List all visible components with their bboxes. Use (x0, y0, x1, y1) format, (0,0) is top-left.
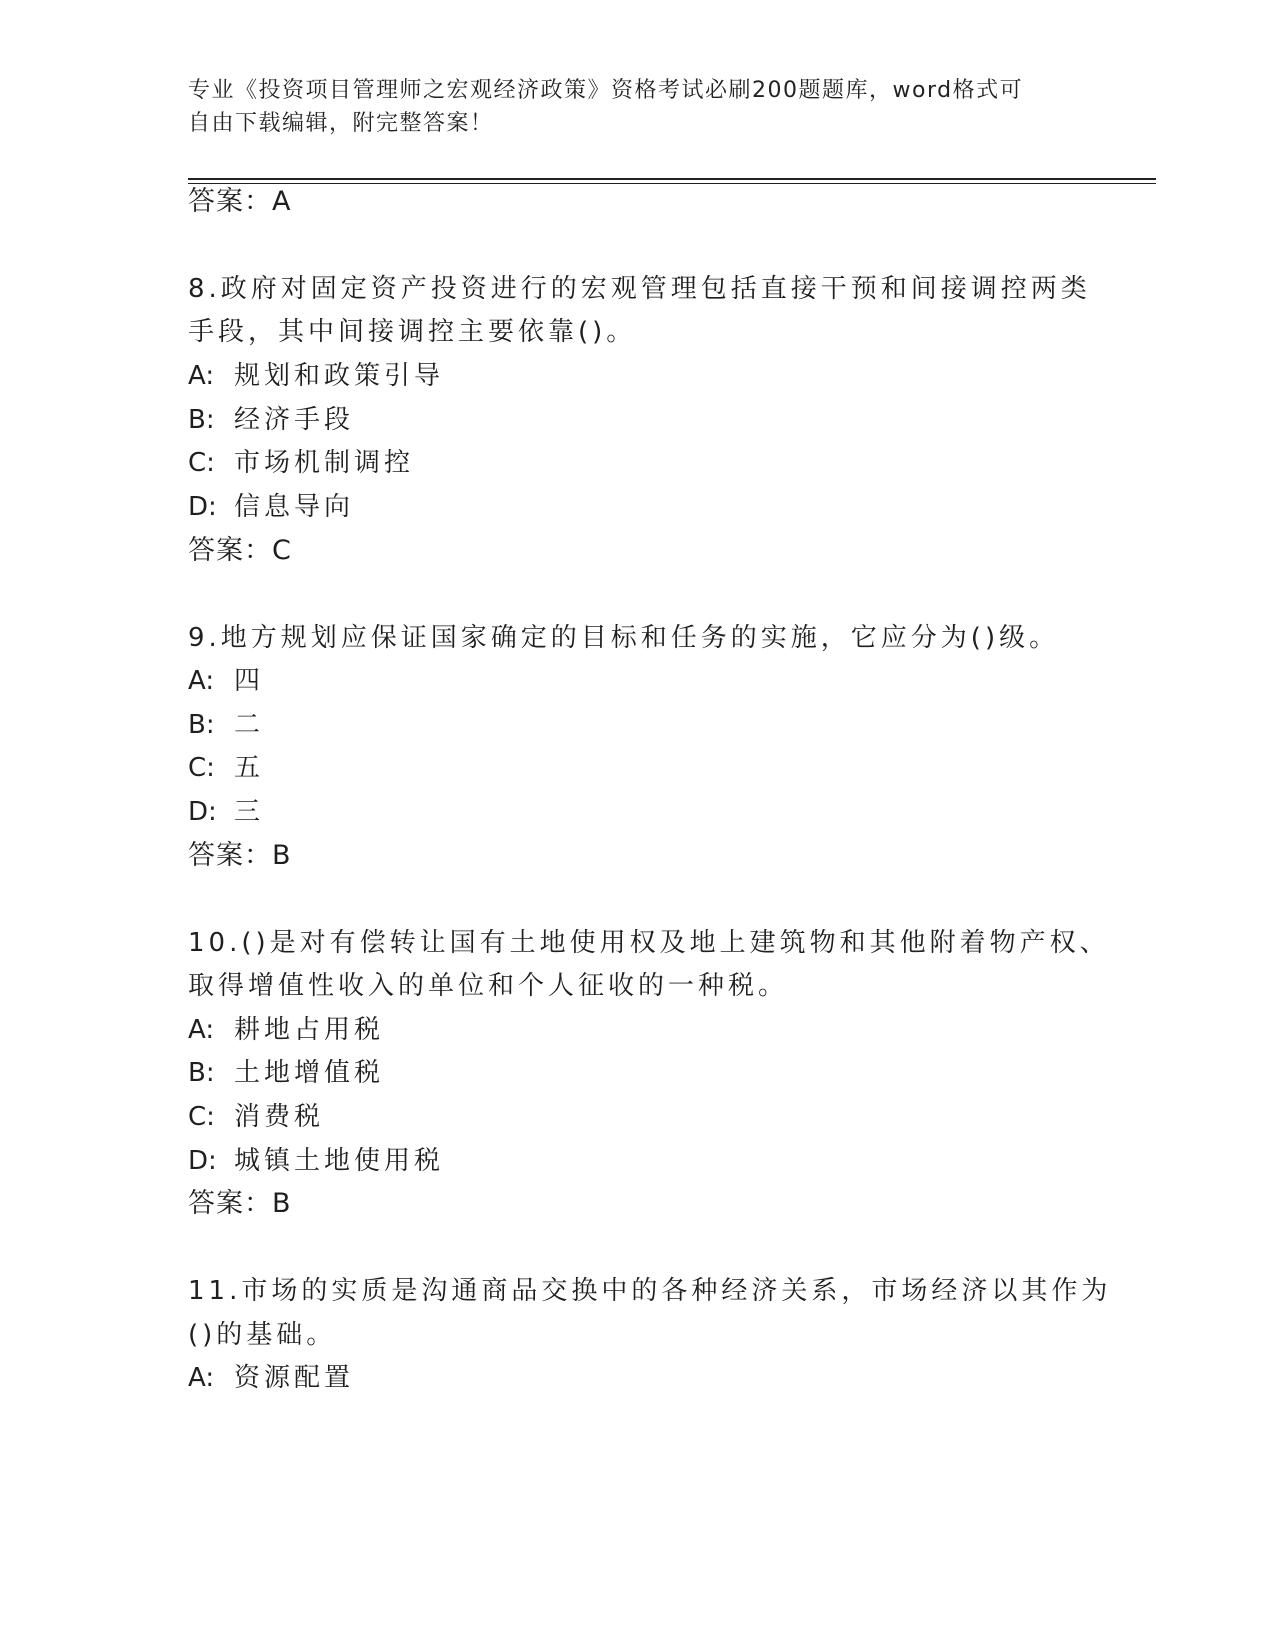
option-text: 土地增值税 (234, 1058, 385, 1088)
option-letter: D: (188, 1146, 217, 1176)
option-item (188, 404, 354, 436)
question-stem: 11.市场的实质是沟通商品交换中的各种经济关系，市场经济以其作为 (188, 1276, 1112, 1306)
option-item (188, 1014, 384, 1046)
option-item (188, 1057, 384, 1089)
question-stem-continued: 手段，其中间接调控主要依靠()。 (188, 317, 637, 347)
option-letter: A: (188, 1363, 215, 1393)
question-stem: 10.()是对有偿转让国有土地使用权及地上建筑物和其他附着物产权、 (188, 928, 1110, 958)
option-letter: B: (188, 1058, 215, 1088)
document-header (188, 74, 1088, 140)
option-item (188, 447, 414, 479)
option-letter: C: (188, 448, 215, 478)
answer-line: 答案：A (188, 186, 292, 217)
option-text: 五 (234, 753, 265, 783)
option-item (188, 360, 444, 392)
header-line-1: 专业《投资项目管理师之宏观经济政策》资格考试必刷200题题库，word格式可 (188, 78, 1024, 103)
option-text: 耕地占用税 (234, 1015, 385, 1045)
option-text: 规划和政策引导 (234, 361, 445, 391)
question-stem: 9.地方规划应保证国家确定的目标和任务的实施，它应分为()级。 (188, 623, 1060, 653)
option-item (188, 709, 264, 741)
option-text: 经济手段 (234, 405, 355, 435)
option-item (188, 491, 354, 523)
option-letter: B: (188, 405, 215, 435)
option-text: 三 (234, 797, 265, 827)
option-letter: A: (188, 1015, 215, 1045)
question-stem-continued: 取得增值性收入的单位和个人征收的一种税。 (188, 971, 789, 1001)
option-item (188, 796, 264, 828)
answer-line: 答案：B (188, 1188, 292, 1219)
option-text: 消费税 (234, 1102, 325, 1132)
header-line-2: 自由下载编辑，附完整答案！ (188, 111, 494, 136)
option-item (188, 1101, 324, 1133)
option-letter: B: (188, 710, 215, 740)
option-text: 资源配置 (234, 1363, 355, 1393)
option-letter: A: (188, 666, 215, 696)
option-letter: D: (188, 492, 217, 522)
header-divider (188, 178, 1156, 184)
option-item (188, 665, 264, 697)
option-text: 市场机制调控 (234, 448, 415, 478)
option-letter: C: (188, 1102, 215, 1132)
question-stem-continued: ()的基础。 (188, 1320, 337, 1350)
option-item (188, 1362, 354, 1394)
answer-line: 答案：B (188, 840, 292, 871)
option-text: 四 (234, 666, 265, 696)
option-letter: D: (188, 797, 217, 827)
answer-line: 答案：C (188, 535, 292, 566)
option-letter: C: (188, 753, 215, 783)
option-text: 城镇土地使用税 (234, 1146, 445, 1176)
option-text: 二 (234, 710, 265, 740)
question-stem: 8.政府对固定资产投资进行的宏观管理包括直接干预和间接调控两类 (188, 274, 1091, 304)
option-item (188, 1145, 444, 1177)
option-text: 信息导向 (234, 492, 355, 522)
option-item (188, 752, 264, 784)
option-letter: A: (188, 361, 215, 391)
